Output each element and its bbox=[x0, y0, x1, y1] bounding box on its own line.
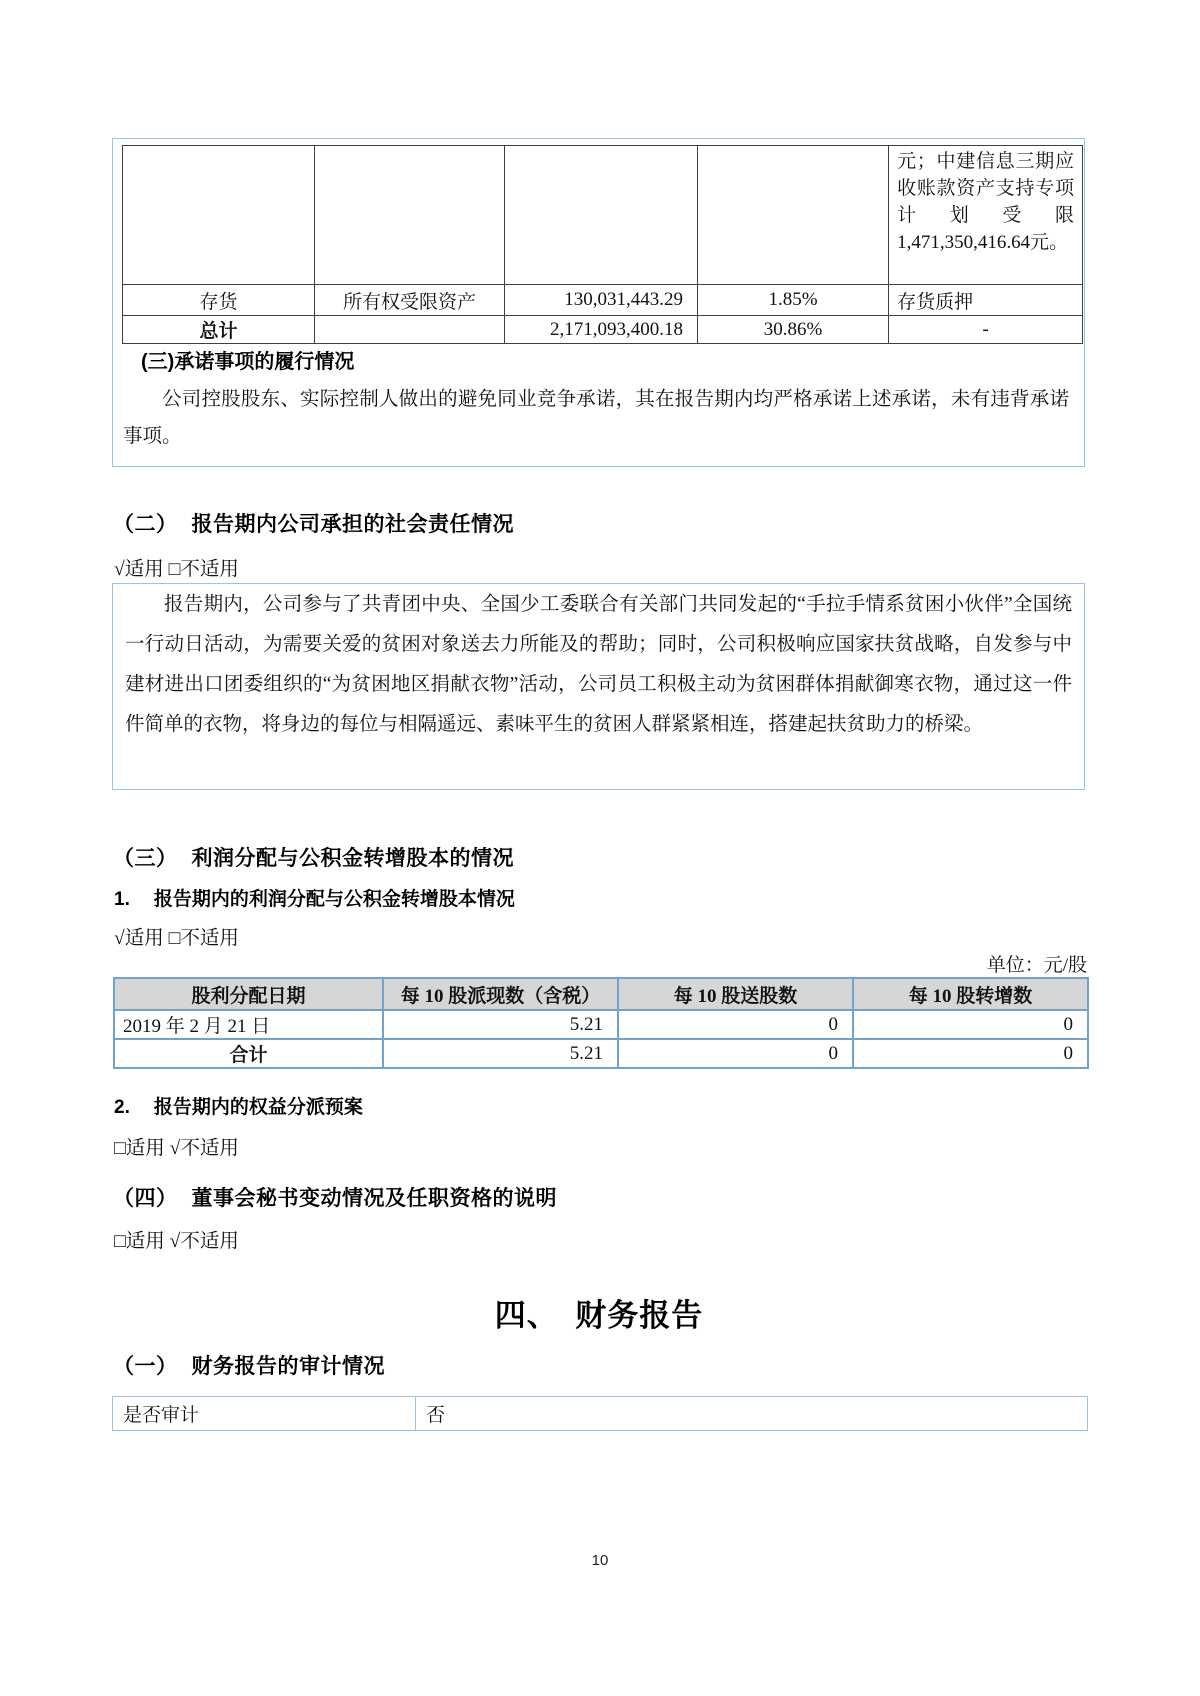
subsection-1-heading bbox=[114, 884, 515, 911]
subsection-2-applicability: □适用 √不适用 bbox=[114, 1138, 239, 1159]
commitments-heading: (三)承诺事项的履行情况 bbox=[141, 351, 355, 373]
restricted-assets-section-box bbox=[112, 138, 1085, 467]
section-2-applicability: √适用 □不适用 bbox=[114, 559, 239, 580]
subsection-title: 报告期内的权益分派预案 bbox=[153, 1097, 363, 1118]
empty-cell bbox=[123, 146, 315, 285]
dividend-total-row bbox=[114, 1039, 1088, 1068]
section-3-heading bbox=[113, 842, 514, 872]
item-cell: 存货 bbox=[123, 285, 315, 316]
continuation-note-cell: 元；中建信息三期应收账款资产支持专项计划受限1,471,350,416.64元。 bbox=[889, 146, 1083, 285]
subsection-title: 报告期内的利润分配与公积金转增股本情况 bbox=[153, 889, 515, 910]
audit-table bbox=[112, 1396, 1088, 1431]
section-number: （三） bbox=[113, 847, 178, 870]
unit-label: 单位：元/股 bbox=[986, 955, 1087, 976]
bonus-cell: 0 bbox=[618, 1039, 853, 1068]
header-conversion: 每 10 股转增数 bbox=[853, 978, 1088, 1010]
section-2-heading bbox=[113, 508, 514, 538]
note-cell: 存货质押 bbox=[889, 285, 1083, 316]
bonus-cell: 0 bbox=[618, 1010, 853, 1039]
section-number: （四） bbox=[113, 1187, 178, 1210]
amount-cell: 2,171,093,400.18 bbox=[505, 316, 698, 344]
table-row-continuation bbox=[123, 146, 1083, 285]
category-cell: 所有权受限资产 bbox=[315, 285, 505, 316]
header-cash: 每 10 股派现数（含税） bbox=[383, 978, 618, 1010]
conversion-cell: 0 bbox=[853, 1010, 1088, 1039]
header-bonus: 每 10 股送股数 bbox=[618, 978, 853, 1010]
ratio-cell: 1.85% bbox=[698, 285, 889, 316]
subsection-number: 2. bbox=[114, 1097, 130, 1118]
cash-cell: 5.21 bbox=[383, 1039, 618, 1068]
dividend-row bbox=[114, 1010, 1088, 1039]
restricted-assets-table bbox=[122, 145, 1083, 344]
section-number: （二） bbox=[113, 513, 178, 536]
page-number: 10 bbox=[591, 1552, 609, 1569]
category-cell bbox=[315, 316, 505, 344]
empty-cell bbox=[315, 146, 505, 285]
section-title: 董事会秘书变动情况及任职资格的说明 bbox=[191, 1187, 557, 1210]
section-4-applicability: □适用 √不适用 bbox=[114, 1231, 239, 1252]
amount-cell: 130,031,443.29 bbox=[505, 285, 698, 316]
cash-cell: 5.21 bbox=[383, 1010, 618, 1039]
commitments-paragraph: 公司控股股东、实际控制人做出的避免同业竞争承诺，其在报告期内均严格承诺上述承诺，未有违背承诺事项。 bbox=[123, 389, 1069, 447]
chapter-4-title: 四、 财务报告 bbox=[494, 1298, 704, 1333]
section-4-heading bbox=[113, 1182, 557, 1212]
conversion-cell: 0 bbox=[853, 1039, 1088, 1068]
section-title: 报告期内公司承担的社会责任情况 bbox=[191, 513, 514, 536]
header-date: 股利分配日期 bbox=[114, 978, 383, 1010]
section-number: （一） bbox=[113, 1355, 178, 1378]
audit-value-cell: 否 bbox=[416, 1397, 1088, 1431]
date-cell: 2019 年 2 月 21 日 bbox=[114, 1010, 383, 1039]
total-label-cell: 合计 bbox=[114, 1039, 383, 1068]
section-title: 财务报告的审计情况 bbox=[191, 1355, 385, 1378]
social-responsibility-paragraph: 报告期内，公司参与了共青团中央、全国少工委联合有关部门共同发起的“手拉手情系贫困小伙伴”全国统一行动日活动，为需要关爱的贫困对象送去力所能及的帮助；同时，公司积极响应国家扶贫战略，自发参与中建材进出口团委组织的“为贫困地区捐献衣物”活动，公司员工积极主动为贫困群体捐献御寒衣物，通过这一件件简单的衣物，将身边的每位与相隔遥远、素味平生的贫困人群紧紧相连，搭建起扶贫助力的桥梁。 bbox=[125, 594, 1072, 735]
note-cell: - bbox=[889, 316, 1083, 344]
chapter4-section-1-heading bbox=[113, 1350, 385, 1380]
audit-label-cell: 是否审计 bbox=[113, 1397, 416, 1431]
dividend-header-row bbox=[114, 978, 1088, 1010]
subsection-2-heading bbox=[114, 1092, 363, 1119]
dividend-table bbox=[113, 977, 1089, 1069]
section-title: 利润分配与公积金转增股本的情况 bbox=[191, 847, 514, 870]
empty-cell bbox=[698, 146, 889, 285]
item-cell: 总计 bbox=[123, 316, 315, 344]
audit-row bbox=[113, 1397, 1088, 1431]
ratio-cell: 30.86% bbox=[698, 316, 889, 344]
empty-cell bbox=[505, 146, 698, 285]
subsection-number: 1. bbox=[114, 889, 130, 910]
social-responsibility-box bbox=[112, 583, 1085, 790]
table-row-total bbox=[123, 316, 1083, 344]
subsection-1-applicability: √适用 □不适用 bbox=[114, 928, 239, 949]
table-row-inventory bbox=[123, 285, 1083, 316]
